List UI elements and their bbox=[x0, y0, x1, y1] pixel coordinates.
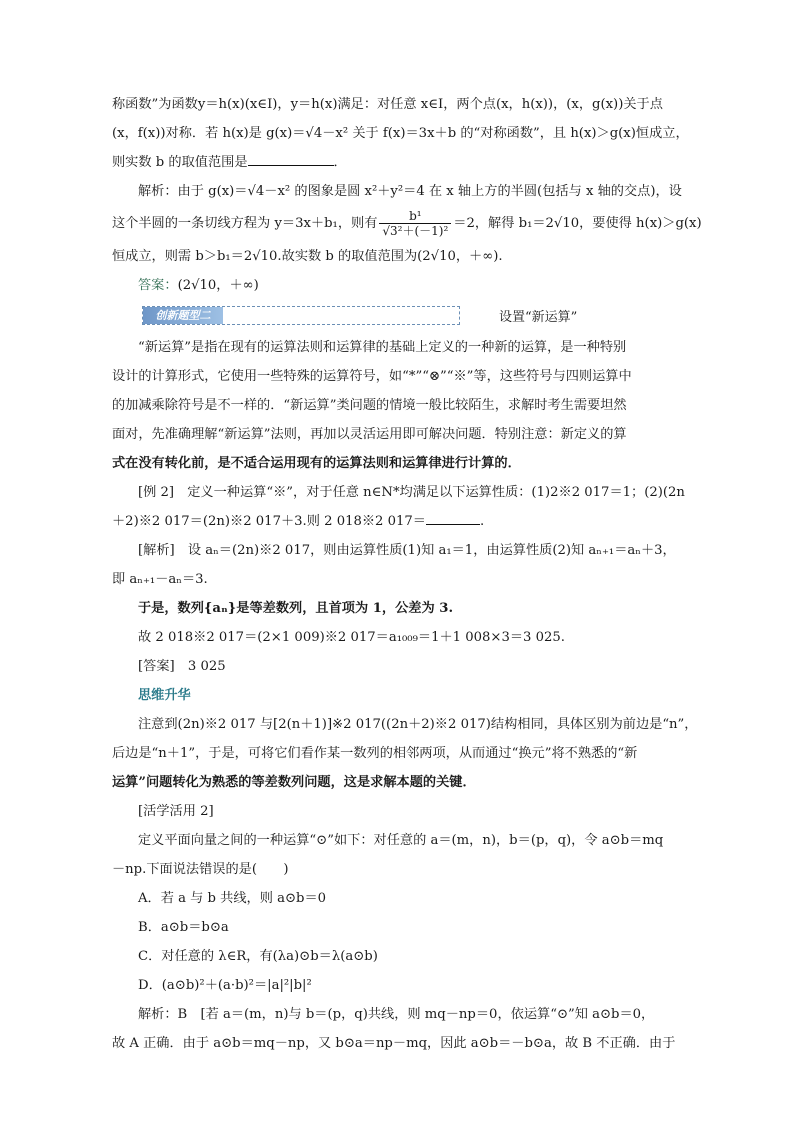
practice-label: [活学活用 2] bbox=[138, 804, 214, 819]
answer-line: [答案] 3 025 bbox=[138, 659, 226, 674]
question-line: 定义平面向量之间的一种运算“⊙”如下：对任意的 a＝(m，n)，b＝(p，q)，令 a⊙b＝mq bbox=[138, 833, 664, 848]
solution-line: 恒成立，则需 b＞b₁＝2√10.故实数 b 的取值范围为(2√10，＋∞). bbox=[112, 249, 503, 264]
analysis-line: [解析] 设 aₙ＝(2n)※2 017，则由运算性质(1)知 a₁＝1，由运算性质(2)知 aₙ₊₁＝aₙ＋3， bbox=[138, 543, 676, 558]
section-banner bbox=[112, 300, 682, 333]
text-line: 称函数”为函数y＝h(x)(x∈I)，y＝h(x)满足：对任意 x∈I，两个点(x，h(x))，(x，g(x))关于点 bbox=[112, 97, 663, 112]
answer-line: 答案：(2√10，＋∞) bbox=[138, 278, 259, 293]
summary-label: 思维升华 bbox=[138, 688, 191, 703]
solution-line: 这个半圆的一条切线方程为 y＝3x＋b₁，则有 $\frac{\text{b¹}}{\text{√3²＋(－1)²}}$ ＝2，解得 b₁＝2√10，要使得 h(x)＞g(x) bbox=[112, 209, 702, 238]
paragraph-line: 式在没有转化前，是不适合运用现有的运算法则和运算律进行计算的． bbox=[112, 456, 521, 471]
banner-tag: 创新题型二 bbox=[143, 307, 223, 324]
summary-line: 注意到(2n)※2 017 与[2(n＋1)]※2 017((2n＋2)※2 017)结构相同，具体区别为前边是“n”， bbox=[138, 717, 698, 732]
analysis-line: 即 aₙ₊₁－aₙ＝3. bbox=[112, 572, 208, 587]
solution-line: 故 A 正确．由于 a⊙b＝mq－np，又 b⊙a＝np－mq，因此 a⊙b＝－b⊙a，故 B 不正确．由于 bbox=[112, 1036, 676, 1051]
option-c: C．对任意的 λ∈R，有(λa)⊙b＝λ(a⊙b) bbox=[138, 949, 378, 964]
example-line: ＋2)※2 017＝(2n)※2 017＋3.则 2 018※2 017＝ . bbox=[112, 507, 682, 536]
analysis-line: 故 2 018※2 017＝(2×1 009)※2 017＝a₁₀₀₉＝1＋1 008×3＝3 025. bbox=[138, 630, 565, 645]
answer-blank bbox=[426, 510, 480, 525]
fraction: $\frac{\text{b¹}}{\text{√3²＋(－1)²}}$ bbox=[379, 209, 451, 238]
analysis-line: 于是，数列{aₙ}是等差数列，且首项为 1，公差为 3. bbox=[138, 601, 454, 616]
paragraph-line: 面对，先准确理解“新运算”法则，再加以灵活运用即可解决问题．特别注意：新定义的算 bbox=[112, 427, 627, 442]
document-page bbox=[112, 90, 702, 1058]
paragraph-line: 设计的计算形式，它使用一些特殊的运算符号，如“*”“⊗”“※”等，这些符号与四则运算中 bbox=[112, 369, 632, 384]
solution-line: 解析：B [若 a＝(m，n)与 b＝(p，q)共线，则 mq－np＝0，依运算“⊙”知 a⊙b＝0， bbox=[138, 1007, 655, 1022]
paragraph-line: “新运算”是指在现有的运算法则和运算律的基础上定义的一种新的运算，是一种特别 bbox=[138, 340, 627, 355]
answer-label: [答案] bbox=[138, 659, 175, 674]
solution-line: 解析：由于 g(x)＝√4－x² 的图象是圆 x²＋y²＝4 在 x 轴上方的半圆(包括与 x 轴的交点)，设 bbox=[138, 184, 682, 199]
option-d: D．(a⊙b)²＋(a·b)²＝|a|²|b|² bbox=[138, 978, 312, 993]
answer-blank bbox=[248, 151, 334, 166]
example-line: [例 2] 定义一种运算“※”，对于任意 n∈N*均满足以下运算性质：(1)2※2 017＝1；(2)(2n bbox=[138, 485, 685, 500]
section-title: 设置“新运算” bbox=[499, 310, 578, 325]
banner-frame bbox=[142, 306, 460, 325]
option-a: A．若 a 与 b 共线，则 a⊙b＝0 bbox=[138, 891, 327, 906]
text-line: (x，f(x))对称．若 h(x)是 g(x)＝√4－x² 关于 f(x)＝3x＋b 的“对称函数”，且 h(x)＞g(x)恒成立， bbox=[112, 126, 689, 141]
summary-line: 后边是“n＋1”，于是，可将它们看作某一数列的相邻两项，从而通过“换元”将不熟悉的“新 bbox=[112, 746, 638, 761]
question-line: －np.下面说法错误的是( ) bbox=[112, 862, 289, 877]
text-line: 则实数 b 的取值范围是 ． bbox=[112, 148, 682, 177]
answer-label: 答案： bbox=[138, 278, 178, 293]
summary-line: 运算”问题转化为熟悉的等差数列问题，这是求解本题的关键． bbox=[112, 775, 476, 790]
option-b: B．a⊙b＝b⊙a bbox=[138, 920, 229, 935]
paragraph-line: 的加减乘除符号是不一样的．“新运算”类问题的情境一般比较陌生，求解时考生需要坦然 bbox=[112, 398, 627, 413]
